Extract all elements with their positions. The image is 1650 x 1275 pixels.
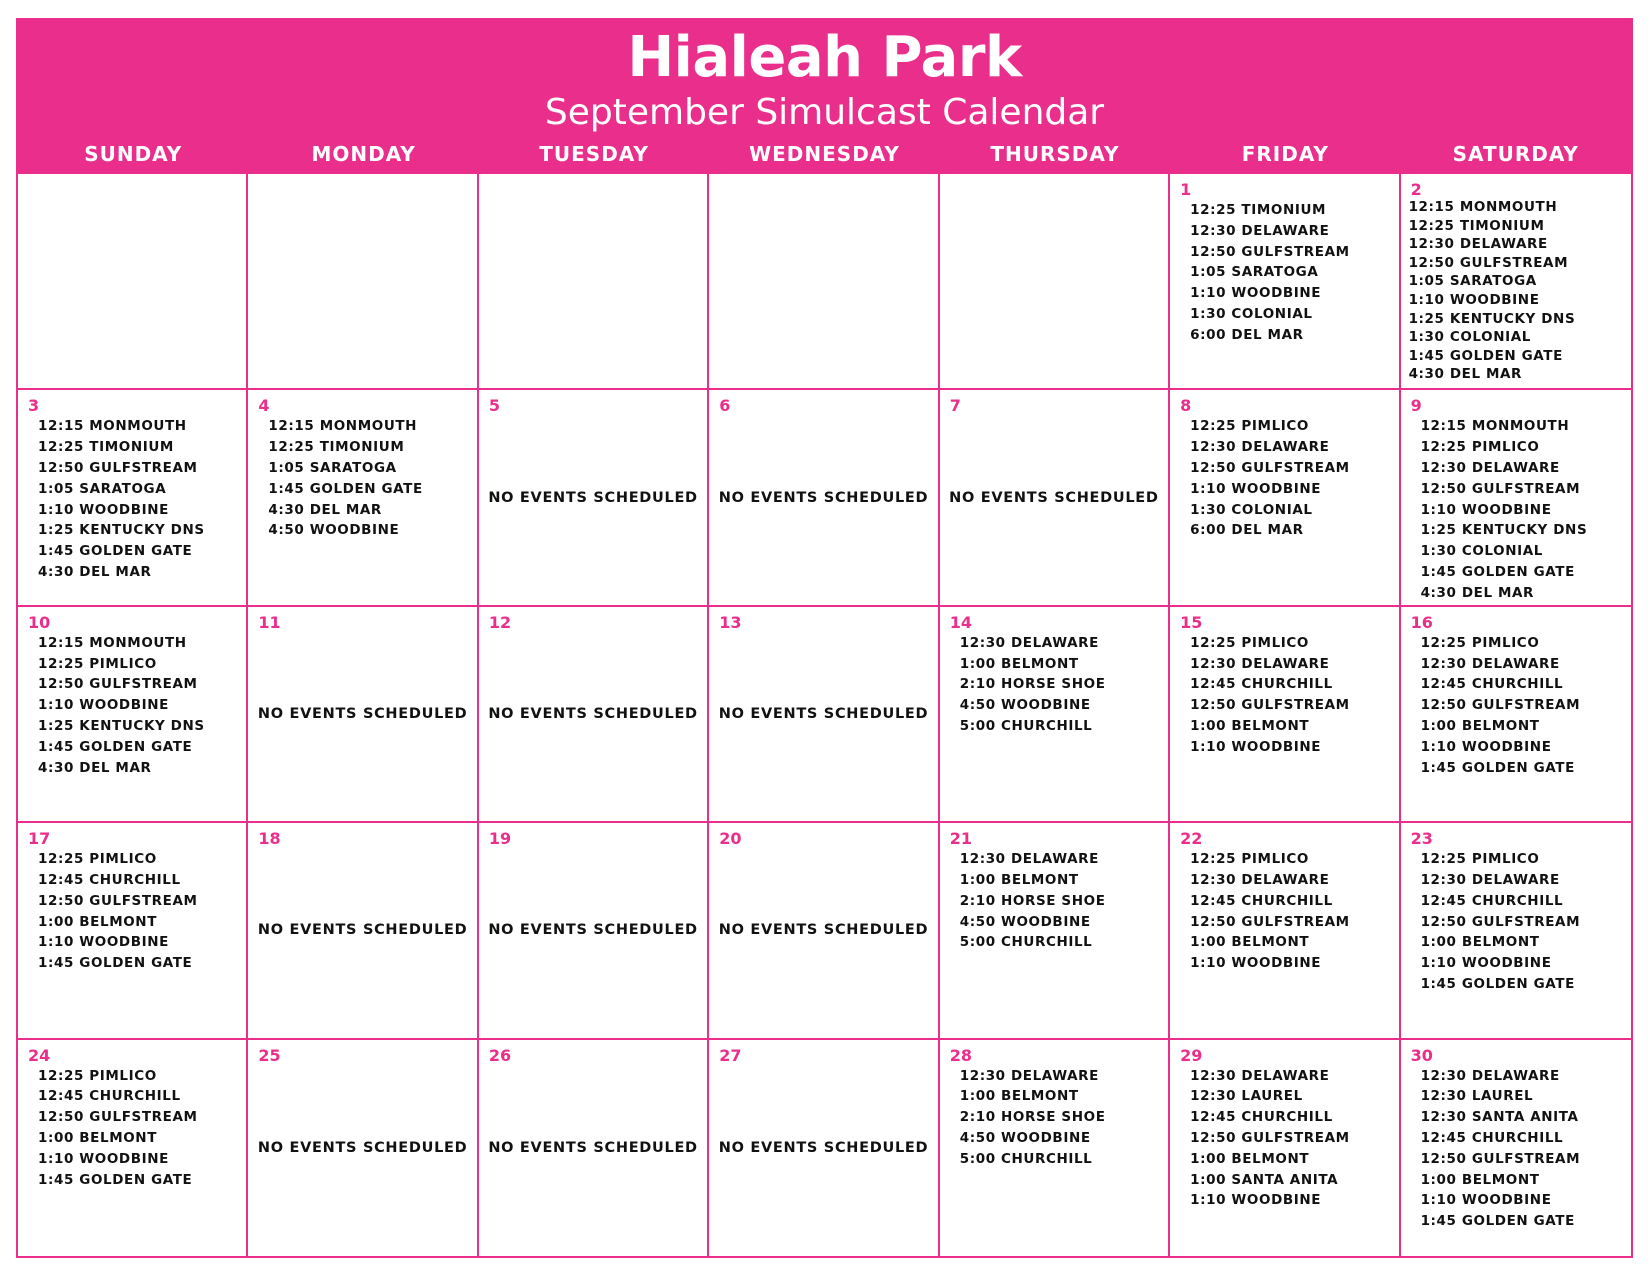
event-list [1421, 1066, 1581, 1232]
event-item: 12:30 DELAWARE [1190, 1067, 1330, 1084]
event-list [268, 416, 422, 541]
event-item: 12:45 CHURCHILL [1190, 892, 1333, 909]
calendar-header [18, 20, 1631, 174]
calendar-day-cell [248, 1040, 478, 1256]
calendar-day-cell [940, 390, 1170, 606]
calendar-day-cell [940, 607, 1170, 823]
event-item: 1:10 WOODBINE [38, 934, 169, 951]
event-item: 1:45 GOLDEN GATE [268, 480, 423, 497]
weekday-sunday: SUNDAY [84, 142, 183, 166]
calendar-day-cell [1170, 390, 1400, 606]
event-item: 1:10 WOODBINE [38, 501, 169, 518]
event-item: 5:00 CHURCHILL [959, 934, 1093, 951]
event-item: 12:30 DELAWARE [1420, 459, 1560, 476]
weekday-tuesday: TUESDAY [539, 142, 649, 166]
day-number: 9 [1410, 396, 1422, 416]
event-item: 4:30 DEL MAR [38, 759, 152, 776]
event-item: 1:00 BELMONT [1190, 934, 1310, 951]
day-number: 8 [1180, 396, 1192, 416]
event-item: 12:25 TIMONIUM [1190, 202, 1327, 218]
weekday-friday: FRIDAY [1241, 142, 1329, 166]
event-item: 1:25 KENTUCKY DNS [38, 717, 205, 734]
day-number: 14 [949, 612, 972, 632]
event-item: 1:10 WOODBINE [1190, 738, 1322, 755]
event-item: 12:30 DELAWARE [1420, 655, 1560, 672]
no-events-label: NO EVENTS SCHEDULED [257, 922, 468, 939]
event-item: 1:00 BELMONT [959, 871, 1079, 888]
day-number: 21 [949, 829, 972, 849]
event-item: 1:00 SANTA ANITA [1190, 1171, 1339, 1188]
event-item: 1:05 SARATOGA [1190, 264, 1319, 281]
calendar-day-cell [709, 1040, 939, 1256]
event-item: 1:45 GOLDEN GATE [38, 1171, 193, 1188]
event-item: 12:30 DELAWARE [959, 1067, 1099, 1084]
event-item: 12:25 PIMLICO [1190, 634, 1309, 651]
event-item: 1:00 BELMONT [1190, 1150, 1310, 1167]
event-item: 1:10 WOODBINE [1190, 285, 1322, 302]
event-item: 12:50 GULFSTREAM [1190, 1129, 1350, 1146]
day-number: 25 [258, 1045, 281, 1065]
event-item: 1:05 SARATOGA [1408, 273, 1537, 290]
calendar-day-cell [18, 607, 248, 823]
event-item: 1:10 WOODBINE [1190, 955, 1322, 972]
event-list [1421, 849, 1581, 995]
calendar-day-cell [479, 174, 709, 390]
event-item: 12:25 PIMLICO [1420, 634, 1540, 651]
event-item: 12:50 GULFSTREAM [1190, 459, 1350, 476]
event-item: 1:10 WOODBINE [1190, 480, 1322, 497]
no-events-label: NO EVENTS SCHEDULED [949, 489, 1159, 506]
event-item: 6:00 DEL MAR [1190, 326, 1304, 343]
no-events-label: NO EVENTS SCHEDULED [488, 489, 698, 506]
no-events-label: NO EVENTS SCHEDULED [488, 705, 698, 722]
day-number: 6 [719, 396, 731, 416]
day-number: 18 [258, 829, 281, 849]
calendar-day-cell [709, 823, 939, 1039]
event-list [960, 1066, 1106, 1170]
day-number: 7 [949, 396, 961, 416]
calendar-day-cell [1170, 607, 1400, 823]
event-item: 1:10 WOODBINE [1190, 1192, 1322, 1209]
event-item: 1:00 BELMONT [38, 1129, 158, 1146]
calendar-day-cell [1170, 1040, 1400, 1256]
event-list [1190, 633, 1350, 758]
event-item: 12:25 TIMONIUM [38, 439, 174, 456]
event-item: 4:50 WOODBINE [959, 697, 1091, 714]
event-list [1421, 416, 1588, 603]
day-number: 26 [488, 1045, 512, 1065]
calendar-day-cell [940, 823, 1170, 1039]
calendar-day-cell [248, 823, 478, 1039]
event-item: 1:45 GOLDEN GATE [1420, 1213, 1575, 1230]
calendar-day-cell [248, 174, 478, 390]
calendar-day-cell [940, 1040, 1170, 1256]
event-item: 1:10 WOODBINE [1420, 955, 1552, 972]
calendar-day-cell [1401, 390, 1631, 606]
event-item: 12:25 PIMLICO [1420, 439, 1540, 456]
day-number: 11 [258, 612, 281, 632]
no-events-label: NO EVENTS SCHEDULED [718, 922, 929, 939]
event-list [1409, 198, 1576, 384]
day-number: 5 [488, 396, 500, 416]
event-item: 1:45 GOLDEN GATE [1408, 347, 1563, 364]
event-item: 12:30 DELAWARE [1408, 236, 1548, 253]
event-item: 12:45 CHURCHILL [1190, 676, 1333, 693]
event-item: 1:00 BELMONT [959, 655, 1079, 672]
event-item: 12:30 SANTA ANITA [1420, 1109, 1579, 1126]
day-number: 10 [28, 612, 51, 632]
no-events-label: NO EVENTS SCHEDULED [488, 922, 698, 939]
event-item: 4:50 WOODBINE [959, 913, 1091, 930]
event-item: 12:25 PIMLICO [1190, 418, 1309, 435]
calendar-day-cell [248, 607, 478, 823]
event-list [960, 849, 1106, 953]
event-item: 1:45 GOLDEN GATE [1420, 563, 1575, 580]
event-list [1190, 849, 1350, 974]
simulcast-calendar [16, 18, 1633, 1258]
event-item: 2:10 HORSE SHOE [959, 1109, 1106, 1126]
event-item: 12:45 CHURCHILL [38, 871, 181, 888]
calendar-day-cell [479, 607, 709, 823]
event-item: 12:30 DELAWARE [959, 634, 1099, 651]
event-list [38, 633, 205, 779]
no-events-label: NO EVENTS SCHEDULED [257, 705, 468, 722]
no-events-label: NO EVENTS SCHEDULED [257, 1139, 468, 1156]
event-item: 1:25 KENTUCKY DNS [1408, 310, 1576, 327]
event-item: 12:30 DELAWARE [1190, 871, 1330, 888]
event-item: 12:50 GULFSTREAM [1420, 697, 1581, 714]
calendar-day-cell [479, 823, 709, 1039]
event-item: 12:50 GULFSTREAM [38, 1109, 198, 1126]
event-item: 12:25 TIMONIUM [268, 439, 405, 456]
weekday-header-row [18, 136, 1631, 172]
no-events-label: NO EVENTS SCHEDULED [718, 705, 929, 722]
event-item: 12:50 GULFSTREAM [38, 892, 198, 909]
event-item: 1:30 COLONIAL [1190, 305, 1313, 322]
event-item: 12:30 DELAWARE [1190, 222, 1330, 239]
calendar-day-cell [479, 390, 709, 606]
day-number: 22 [1180, 829, 1203, 849]
event-item: 12:45 CHURCHILL [1420, 892, 1564, 909]
event-item: 12:30 DELAWARE [1420, 1067, 1560, 1084]
event-item: 12:30 DELAWARE [1420, 871, 1560, 888]
event-item: 2:10 HORSE SHOE [959, 676, 1106, 693]
calendar-grid [18, 174, 1631, 1256]
event-item: 12:25 PIMLICO [1190, 851, 1309, 868]
event-item: 12:30 DELAWARE [959, 851, 1099, 868]
event-item: 1:45 GOLDEN GATE [38, 543, 193, 560]
event-item: 12:50 GULFSTREAM [1408, 254, 1569, 271]
event-item: 1:05 SARATOGA [38, 480, 167, 497]
weekday-monday: MONDAY [311, 142, 416, 166]
event-item: 1:05 SARATOGA [268, 459, 397, 476]
event-list [38, 849, 198, 974]
event-item: 4:30 DEL MAR [268, 501, 382, 518]
event-item: 12:25 PIMLICO [38, 655, 157, 672]
event-item: 12:30 DELAWARE [1190, 439, 1330, 456]
event-item: 12:15 MONMOUTH [268, 418, 418, 435]
event-item: 12:50 GULFSTREAM [1190, 243, 1350, 260]
event-item: 1:10 WOODBINE [38, 1150, 169, 1167]
weekday-thursday: THURSDAY [990, 142, 1120, 166]
event-item: 12:15 MONMOUTH [38, 634, 187, 651]
event-item: 1:00 BELMONT [1420, 717, 1540, 734]
event-item: 1:00 BELMONT [1420, 934, 1540, 951]
event-item: 1:00 BELMONT [1420, 1171, 1540, 1188]
calendar-day-cell [18, 174, 248, 390]
event-item: 4:30 DEL MAR [1420, 584, 1535, 601]
calendar-day-cell [1401, 823, 1631, 1039]
day-number: 4 [258, 396, 270, 416]
calendar-day-cell [18, 823, 248, 1039]
event-item: 1:10 WOODBINE [38, 697, 169, 714]
event-item: 4:30 DEL MAR [1408, 366, 1523, 383]
day-number: 19 [488, 829, 512, 849]
day-number: 2 [1410, 180, 1422, 199]
event-item: 1:10 WOODBINE [1420, 501, 1552, 518]
no-events-label: NO EVENTS SCHEDULED [718, 489, 929, 506]
event-item: 12:45 CHURCHILL [1420, 1129, 1564, 1146]
event-item: 4:50 WOODBINE [268, 522, 400, 539]
event-item: 12:50 GULFSTREAM [1420, 480, 1581, 497]
event-item: 12:30 DELAWARE [1190, 655, 1330, 672]
event-list [1190, 200, 1350, 346]
event-item: 1:10 WOODBINE [1408, 291, 1540, 308]
event-item: 1:30 COLONIAL [1420, 543, 1543, 560]
event-item: 12:30 LAUREL [1190, 1088, 1303, 1105]
event-item: 12:50 GULFSTREAM [1190, 913, 1350, 930]
weekday-saturday: SATURDAY [1452, 142, 1579, 166]
event-list [960, 633, 1106, 737]
calendar-day-cell [18, 390, 248, 606]
calendar-day-cell [479, 1040, 709, 1256]
event-item: 12:45 CHURCHILL [1420, 676, 1564, 693]
calendar-day-cell [940, 174, 1170, 390]
day-number: 27 [719, 1045, 742, 1065]
day-number: 1 [1180, 180, 1192, 199]
event-item: 1:00 BELMONT [1190, 717, 1310, 734]
event-item: 1:10 WOODBINE [1420, 738, 1552, 755]
event-list [38, 1066, 198, 1191]
event-item: 1:25 KENTUCKY DNS [38, 522, 205, 539]
calendar-day-cell [1170, 823, 1400, 1039]
day-number: 12 [488, 612, 512, 632]
event-item: 1:45 GOLDEN GATE [1420, 975, 1575, 992]
event-item: 12:15 MONMOUTH [1420, 418, 1570, 435]
calendar-day-cell [709, 607, 939, 823]
event-item: 1:00 BELMONT [38, 913, 158, 930]
event-item: 4:50 WOODBINE [959, 1129, 1091, 1146]
event-item: 12:50 GULFSTREAM [1420, 913, 1581, 930]
no-events-label: NO EVENTS SCHEDULED [488, 1139, 698, 1156]
calendar-day-cell [709, 390, 939, 606]
event-item: 1:00 BELMONT [959, 1088, 1079, 1105]
calendar-day-cell [709, 174, 939, 390]
event-item: 5:00 CHURCHILL [959, 717, 1093, 734]
event-item: 12:45 CHURCHILL [1190, 1109, 1333, 1126]
day-number: 24 [28, 1045, 51, 1065]
event-item: 12:30 LAUREL [1420, 1088, 1534, 1105]
event-item: 1:45 GOLDEN GATE [38, 955, 193, 972]
event-item: 1:30 COLONIAL [1190, 501, 1313, 518]
day-number: 17 [28, 829, 51, 849]
event-item: 12:15 MONMOUTH [1408, 199, 1558, 215]
page-title: Hialeah Park [627, 25, 1022, 90]
event-item: 1:45 GOLDEN GATE [38, 738, 193, 755]
calendar-day-cell [1401, 174, 1631, 390]
day-number: 23 [1410, 829, 1433, 849]
event-item: 5:00 CHURCHILL [959, 1150, 1093, 1167]
event-list [1421, 633, 1581, 779]
day-number: 3 [28, 396, 40, 416]
day-number: 20 [719, 829, 742, 849]
day-number: 13 [719, 612, 742, 632]
page-subtitle: September Simulcast Calendar [544, 92, 1105, 133]
no-events-label: NO EVENTS SCHEDULED [718, 1139, 929, 1156]
day-number: 16 [1410, 612, 1433, 632]
event-item: 12:25 TIMONIUM [1408, 217, 1545, 234]
event-list [1190, 416, 1350, 541]
event-item: 2:10 HORSE SHOE [959, 892, 1106, 909]
event-item: 6:00 DEL MAR [1190, 522, 1304, 539]
event-item: 12:50 GULFSTREAM [38, 459, 198, 476]
event-item: 12:15 MONMOUTH [38, 418, 187, 435]
event-item: 12:25 PIMLICO [38, 851, 157, 868]
event-item: 4:30 DEL MAR [38, 563, 152, 580]
calendar-day-cell [1401, 607, 1631, 823]
calendar-day-cell [1401, 1040, 1631, 1256]
event-item: 12:25 PIMLICO [38, 1067, 157, 1084]
event-item: 1:10 WOODBINE [1420, 1192, 1552, 1209]
event-item: 12:25 PIMLICO [1420, 851, 1540, 868]
calendar-day-cell [1170, 174, 1400, 390]
day-number: 30 [1410, 1045, 1433, 1065]
day-number: 28 [949, 1045, 972, 1065]
weekday-wednesday: WEDNESDAY [749, 142, 900, 166]
event-item: 12:50 GULFSTREAM [1190, 697, 1350, 714]
event-list [1190, 1066, 1350, 1212]
event-item: 12:50 GULFSTREAM [38, 676, 198, 693]
day-number: 15 [1180, 612, 1203, 632]
event-item: 1:25 KENTUCKY DNS [1420, 522, 1588, 539]
calendar-day-cell [18, 1040, 248, 1256]
event-list [38, 416, 205, 582]
calendar-day-cell [248, 390, 478, 606]
event-item: 1:45 GOLDEN GATE [1420, 759, 1575, 776]
event-item: 1:30 COLONIAL [1408, 329, 1531, 346]
event-item: 12:50 GULFSTREAM [1420, 1150, 1581, 1167]
event-item: 12:45 CHURCHILL [38, 1088, 181, 1105]
day-number: 29 [1180, 1045, 1203, 1065]
